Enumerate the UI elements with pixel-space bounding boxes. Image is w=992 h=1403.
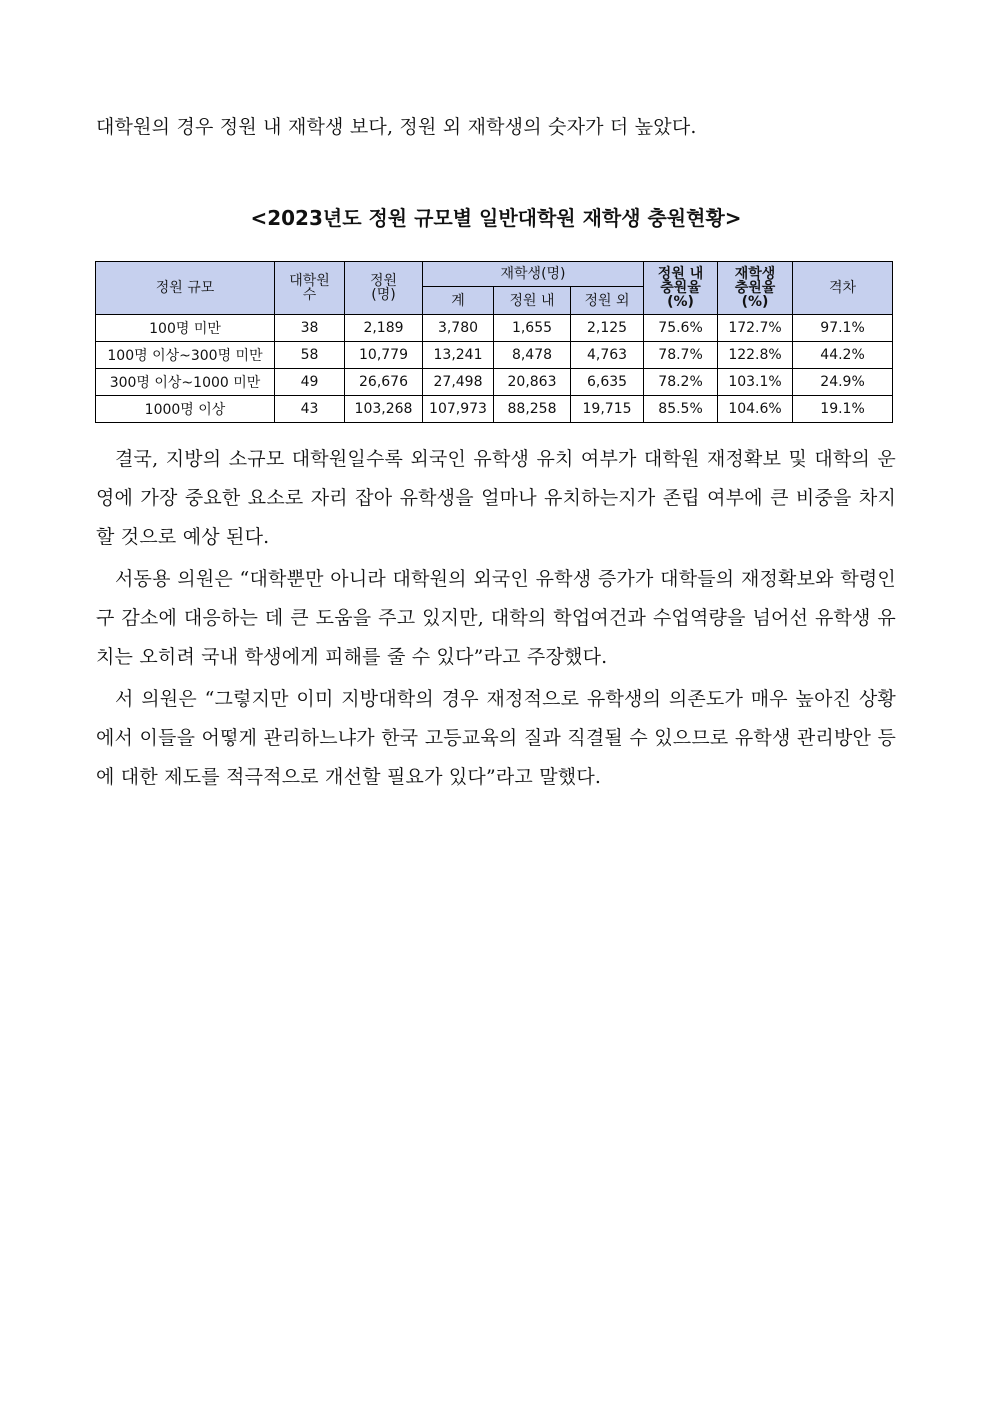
cell-quota: 10,779 [345, 342, 423, 369]
cell-in-quota-rate: 78.2% [644, 369, 718, 396]
cell-scale: 100명 이상~300명 미만 [96, 342, 275, 369]
table-row [96, 396, 893, 423]
table-row [96, 315, 893, 342]
cell-quota: 103,268 [345, 396, 423, 423]
cell-out-quota: 19,715 [571, 396, 644, 423]
cell-in-quota: 1,655 [494, 315, 571, 342]
cell-enrollment-rate: 104.6% [718, 396, 793, 423]
cell-out-quota: 2,125 [571, 315, 644, 342]
header-out-quota: 정원 외 [571, 287, 644, 315]
cell-in-quota: 8,478 [494, 342, 571, 369]
header-in-quota: 정원 내 [494, 287, 571, 315]
header-quota: 정원 (명) [345, 262, 423, 315]
cell-count: 58 [275, 342, 345, 369]
cell-in-quota: 20,863 [494, 369, 571, 396]
paragraph-intro: 대학원의 경우 정원 내 재학생 보다, 정원 외 재학생의 숫자가 더 높았다. [96, 116, 697, 138]
cell-total: 13,241 [423, 342, 494, 369]
paragraph-quote-2: 서 의원은 “그렇지만 이미 지방대학의 경우 재정적으로 유학생의 의존도가 매우 높아진 상황에서 이들을 어떻게 관리하느냐가 한국 고등교육의 질과 직결될 수 있으므로 유학생 관리방안 등에 대한 제도를 적극적으로 개선할 필요가 있다”라고 말했다. [96, 688, 896, 788]
header-total: 계 [423, 287, 494, 315]
table-caption: <2023년도 정원 규모별 일반대학원 재학생 충원현황> [250, 206, 742, 230]
cell-quota: 2,189 [345, 315, 423, 342]
cell-out-quota: 6,635 [571, 369, 644, 396]
cell-out-quota: 4,763 [571, 342, 644, 369]
cell-gap: 19.1% [793, 396, 893, 423]
paragraph-conclusion: 결국, 지방의 소규모 대학원일수록 외국인 유학생 유치 여부가 대학원 재정확보 및 대학의 운영에 가장 중요한 요소로 자리 잡아 유학생을 얼마나 유치하는지가 존립 여부에 큰 비중을 차지할 것으로 예상 된다. [96, 448, 896, 548]
cell-enrollment-rate: 103.1% [718, 369, 793, 396]
cell-enrollment-rate: 122.8% [718, 342, 793, 369]
header-in-quota-rate: 정원 내 충원율 (%) [644, 262, 718, 315]
cell-in-quota-rate: 75.6% [644, 315, 718, 342]
cell-gap: 97.1% [793, 315, 893, 342]
enrollment-table [95, 261, 893, 423]
header-gap: 격차 [793, 262, 893, 315]
cell-total: 107,973 [423, 396, 494, 423]
cell-in-quota-rate: 78.7% [644, 342, 718, 369]
cell-gap: 44.2% [793, 342, 893, 369]
cell-gap: 24.9% [793, 369, 893, 396]
header-row-1 [96, 262, 893, 287]
cell-scale: 1000명 이상 [96, 396, 275, 423]
cell-scale: 300명 이상~1000 미만 [96, 369, 275, 396]
header-count: 대학원 수 [275, 262, 345, 315]
header-enrollment-rate: 재학생 충원율 (%) [718, 262, 793, 315]
cell-count: 49 [275, 369, 345, 396]
cell-total: 27,498 [423, 369, 494, 396]
cell-in-quota-rate: 85.5% [644, 396, 718, 423]
cell-count: 43 [275, 396, 345, 423]
header-students: 재학생(명) [423, 262, 644, 287]
cell-in-quota: 88,258 [494, 396, 571, 423]
cell-enrollment-rate: 172.7% [718, 315, 793, 342]
table-row [96, 369, 893, 396]
paragraph-quote-1: 서동용 의원은 “대학뿐만 아니라 대학원의 외국인 유학생 증가가 대학들의 재정확보와 학령인구 감소에 대응하는 데 큰 도움을 주고 있지만, 대학의 학업여건과 수업역량을 넘어선 유학생 유치는 오히려 국내 학생에게 피해를 줄 수 있다”라고 주장했다. [96, 568, 896, 668]
table-row [96, 342, 893, 369]
cell-count: 38 [275, 315, 345, 342]
cell-scale: 100명 미만 [96, 315, 275, 342]
cell-quota: 26,676 [345, 369, 423, 396]
header-scale: 정원 규모 [96, 262, 275, 315]
cell-total: 3,780 [423, 315, 494, 342]
